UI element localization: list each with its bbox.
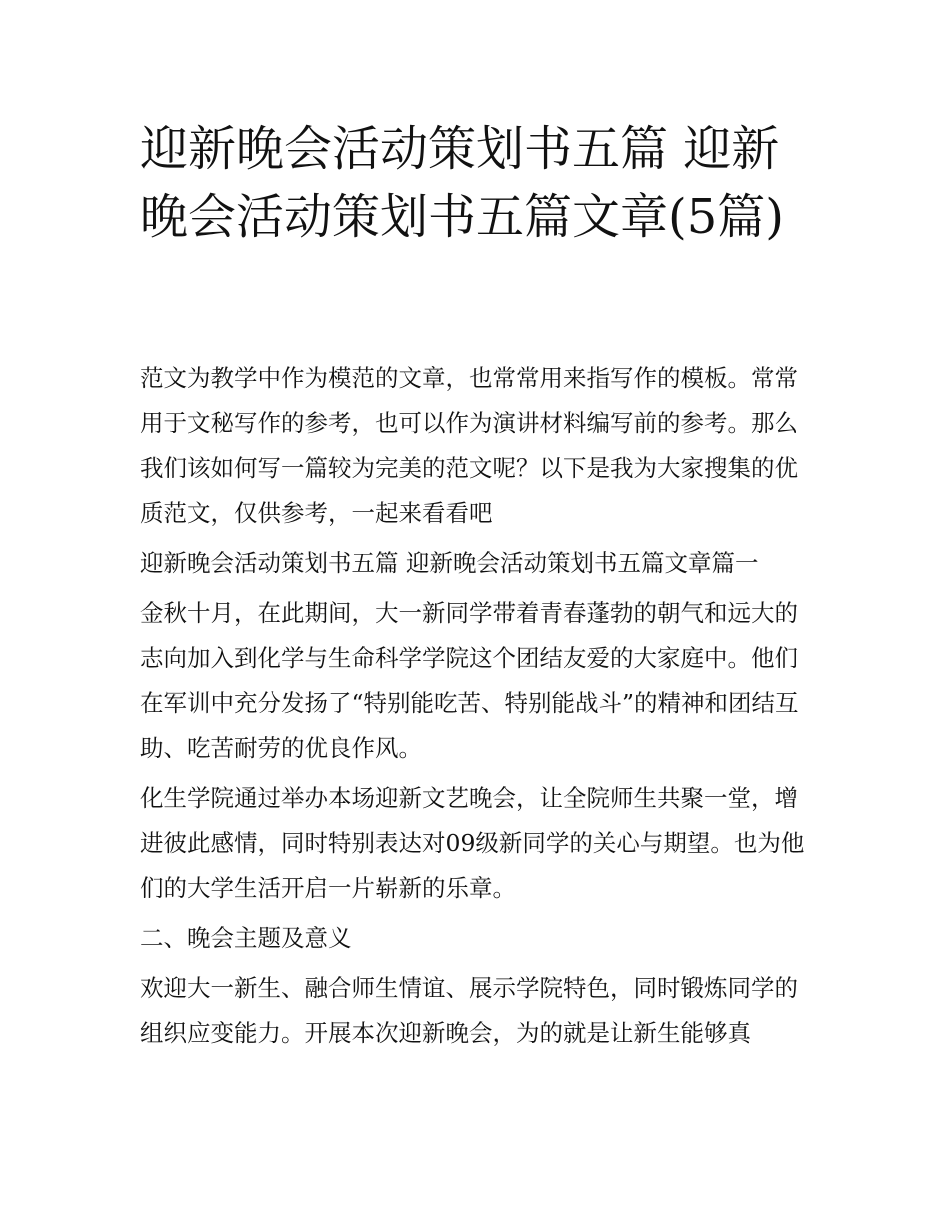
document-body <box>140 356 820 1061</box>
paragraph-college-event: 化生学院通过举办本场迎新文艺晚会，让全院师生共聚一堂，增进彼此感情，同时特别表达对09级新同学的关心与期望。也为他们的大学生活开启一片崭新的乐章。 <box>140 784 805 902</box>
paragraph-theme-heading: 二、晚会主题及意义 <box>140 924 352 952</box>
paragraph-section-heading: 迎新晚会活动策划书五篇 迎新晚会活动策划书五篇文章篇一 <box>140 549 759 577</box>
paragraph-autumn: 金秋十月，在此期间，大一新同学带着青春蓬勃的朝气和远大的志向加入到化学与生命科学学院这个团结友爱的大家庭中。他们在军训中充分发扬了“特别能吃苦、特别能战斗”的精神和团结互助、吃苦耐劳的优良作风。 <box>140 599 799 762</box>
document-title: 迎新晚会活动策划书五篇 迎新晚会活动策划书五篇文章(5篇) <box>140 121 784 245</box>
paragraph-welcome: 欢迎大一新生、融合师生情谊、展示学院特色，同时锻炼同学的组织应变能力。开展本次迎新晚会，为的就是让新生能够真 <box>140 974 798 1047</box>
paragraph-intro: 范文为教学中作为模范的文章，也常常用来指写作的模板。常常用于文秘写作的参考，也可以作为演讲材料编写前的参考。那么我们该如何写一篇较为完美的范文呢？以下是我为大家搜集的优质范文，仅供参考，一起来看看吧 <box>140 364 798 527</box>
